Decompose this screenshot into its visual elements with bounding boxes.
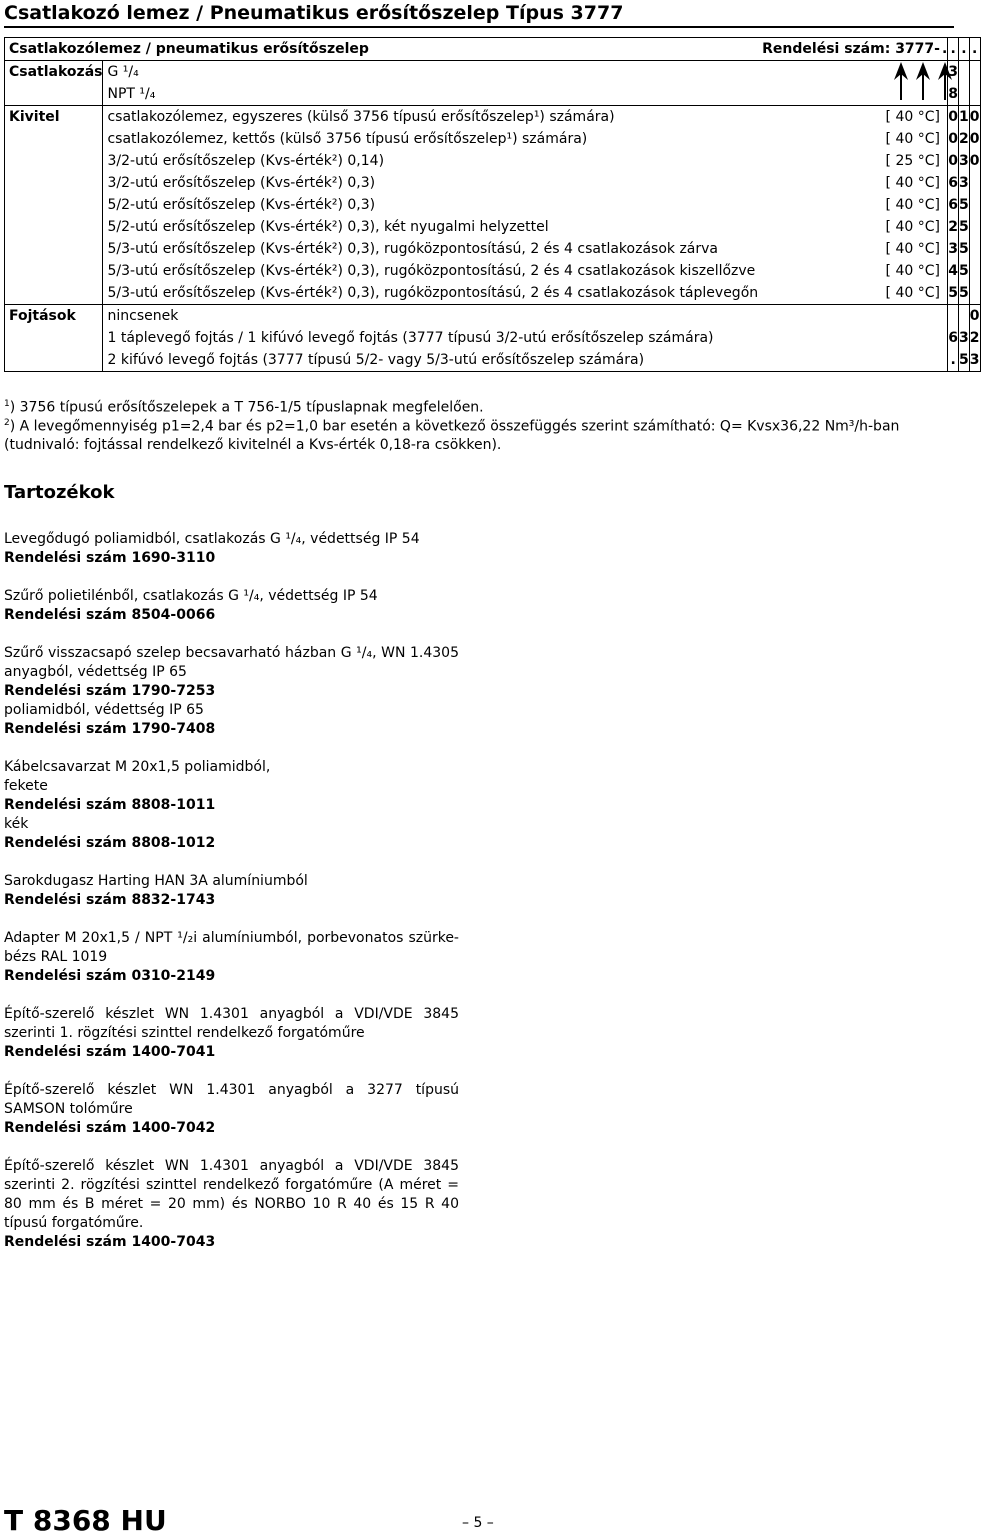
accessory-description: Adapter M 20x1,5 / NPT ¹/₂i alumíniumból, porbevonatos szürke-bézs RAL 1019 (4, 930, 459, 965)
order-code-digit (969, 238, 980, 260)
row-temperature: [ 40 °C] (758, 106, 942, 129)
header-dot: . (969, 38, 980, 61)
order-table-wrap (4, 37, 980, 372)
accessory-description: Kábelcsavarzat M 20x1,5 poliamidból, (4, 759, 271, 775)
version-label: Kivitel (5, 106, 103, 129)
order-number: Rendelési szám 8504-0066 (4, 607, 216, 623)
order-code-digit: 6 (948, 327, 959, 349)
header-left: Csatlakozólemez / pneumatikus erősítőszelep (5, 38, 759, 61)
order-code-digit: 0 (948, 150, 959, 172)
order-code-digit: 5 (959, 282, 970, 305)
accessories-title: Tartozékok (4, 482, 115, 503)
order-code-digit: 5 (959, 349, 970, 372)
order-number: Rendelési szám 1400-7042 (4, 1120, 216, 1136)
order-code-digit (959, 305, 970, 328)
order-code-digit: 5 (948, 282, 959, 305)
accessory-variant: poliamidból, védettség IP 65 (4, 702, 204, 718)
order-code-digit: 6 (948, 172, 959, 194)
row-description: 3/2-utú erősítőszelep (Kvs-érték²) 0,14) (103, 150, 758, 172)
accessory-item (4, 1081, 459, 1138)
accessory-item (4, 1157, 459, 1252)
order-code-digit: 4 (948, 260, 959, 282)
version-label (5, 260, 103, 282)
accessory-description: Építő-szerelő készlet WN 1.4301 anyagból a VDI/VDE 3845 szerinti 2. rögzítési szinttel rendelkező forgatóműre (A méret = 80 mm és B méret = 20 mm) és NORBO 10 R 40 és 15 R 40 típusú forgatóműre. (4, 1158, 459, 1231)
order-code-digit (969, 194, 980, 216)
row-temperature (758, 327, 942, 349)
order-code-digit (969, 216, 980, 238)
order-code-digit: 3 (959, 172, 970, 194)
row-temperature: [ 40 °C] (885, 263, 940, 279)
version-row (5, 128, 981, 150)
row-temperature: [ 40 °C] (885, 285, 940, 301)
footnote-2 (4, 414, 956, 454)
version-label (5, 238, 103, 260)
seal-row (5, 305, 981, 328)
row-description: csatlakozólemez, egyszeres (külső 3756 típusú erősítőszelep¹) számára) (103, 106, 758, 129)
accessory-description: Építő-szerelő készlet WN 1.4301 anyagból a 3277 típusú SAMSON tolóműre (4, 1082, 459, 1117)
order-code-digit: 3 (959, 150, 970, 172)
row-description: 5/2-utú erősítőszelep (Kvs-érték²) 0,3), két nyugalmi helyzettel (103, 216, 758, 238)
version-label (5, 194, 103, 216)
order-code-digit: 2 (969, 327, 980, 349)
order-code-digit (969, 282, 980, 305)
title-rule (4, 26, 954, 28)
order-code-digit: 0 (948, 106, 959, 129)
order-code-digit: 3 (948, 61, 959, 84)
connection-label: Csatlakozás (5, 61, 103, 84)
order-code-digit (969, 172, 980, 194)
order-code-digit: 5 (959, 260, 970, 282)
row-temperature: [ 40 °C] (885, 131, 940, 147)
order-code-digit: 0 (948, 128, 959, 150)
order-code-digit: 0 (969, 128, 980, 150)
order-number: Rendelési szám 1690-3110 (4, 550, 216, 566)
version-row (5, 282, 981, 305)
order-code-digit: 6 (948, 194, 959, 216)
order-code-digit: 8 (948, 83, 959, 106)
order-code-digit: 0 (969, 305, 980, 328)
version-row (5, 172, 981, 194)
up-arrow-icon (938, 62, 952, 100)
footnote-mark: 1 (4, 399, 10, 409)
order-code-digit: 3 (948, 238, 959, 260)
seal-row (5, 327, 981, 349)
accessory-item (4, 587, 459, 625)
order-code-digit: 1 (959, 106, 970, 129)
header-dot: . (948, 38, 959, 61)
row-description: 1 táplevegő fojtás / 1 kifúvó levegő fojtás (3777 típusú 3/2-utú erősítőszelep számára) (103, 327, 758, 349)
page-number: – 5 – (462, 1515, 494, 1531)
row-temperature: [ 40 °C] (885, 241, 940, 257)
footnote-text: ) A levegőmennyiség p1=2,4 bar és p2=1,0 bar esetén a következő összefüggés szerint számítható: Q= Kvsx36,22 Nm³/h-ban (tudnivaló: fojtással rendelkező kivitelnél a Kvs-érték 0,18-ra csökken). (4, 418, 900, 453)
version-label (5, 150, 103, 172)
row-description: 5/2-utú erősítőszelep (Kvs-érték²) 0,3) (103, 194, 758, 216)
footnote-mark: 2 (4, 418, 10, 428)
version-row (5, 194, 981, 216)
order-code-digit: 2 (948, 216, 959, 238)
row-temperature (758, 305, 942, 328)
version-label (5, 128, 103, 150)
order-number: Rendelési szám 1790-7408 (4, 721, 216, 737)
accessory-description: Építő-szerelő készlet WN 1.4301 anyagból a VDI/VDE 3845 szerinti 1. rögzítési szinttel rendelkező forgatóműre (4, 1006, 459, 1041)
order-code-digit (969, 83, 980, 106)
accessory-item (4, 872, 459, 910)
accessory-description: Szűrő polietilénből, csatlakozás G ¹/₄, védettség IP 54 (4, 588, 378, 604)
order-code-digit: 0 (969, 150, 980, 172)
row-description: 2 kifúvó levegő fojtás (3777 típusú 5/2- vagy 5/3-utú erősítőszelep számára) (103, 349, 758, 372)
accessory-item (4, 644, 459, 739)
order-number: Rendelési szám 0310-2149 (4, 968, 216, 984)
order-number: Rendelési szám 8808-1012 (4, 835, 216, 851)
row-temperature: [ 40 °C] (885, 197, 940, 213)
order-table (4, 37, 981, 372)
connection-label (5, 83, 103, 106)
order-number: Rendelési szám 8808-1011 (4, 797, 216, 813)
version-row (5, 260, 981, 282)
order-code-digit: 0 (969, 106, 980, 129)
order-code-digit (969, 61, 980, 84)
order-code-digit: 5 (959, 194, 970, 216)
row-description: 3/2-utú erősítőszelep (Kvs-érték²) 0,3) (103, 172, 758, 194)
row-temperature: [ 25 °C] (885, 153, 940, 169)
version-row (5, 238, 981, 260)
accessory-item (4, 530, 459, 568)
order-code-digit: 5 (959, 238, 970, 260)
up-arrow-icon (894, 62, 908, 100)
row-description: csatlakozólemez, kettős (külső 3756 típusú erősítőszelep¹) számára) (103, 128, 758, 150)
header-right: Rendelési szám: 3777- (758, 38, 942, 61)
order-code-digit (948, 305, 959, 328)
accessory-description: Szűrő visszacsapó szelep becsavarható házban G ¹/₄, WN 1.4305 anyagból, védettség IP 65 (4, 645, 459, 680)
accessory-description: Levegődugó poliamidból, csatlakozás G ¹/₄, védettség IP 54 (4, 531, 420, 547)
row-description: 5/3-utú erősítőszelep (Kvs-érték²) 0,3), rugóközpontosítású, 2 és 4 csatlakozások kiszellőzve (103, 260, 758, 282)
table-header-row (5, 38, 981, 61)
order-code-digit (959, 83, 970, 106)
order-code-digit: 2 (959, 128, 970, 150)
version-row (5, 150, 981, 172)
accessory-variant: kék (4, 816, 29, 832)
order-number: Rendelési szám 8832-1743 (4, 892, 216, 908)
row-description: G ¹/₄ (103, 61, 758, 84)
seal-label (5, 349, 103, 372)
order-number: Rendelési szám 1400-7041 (4, 1044, 216, 1060)
row-description: nincsenek (103, 305, 758, 328)
version-row (5, 216, 981, 238)
connection-row (5, 61, 981, 84)
version-label (5, 172, 103, 194)
footnote-text: ) 3756 típusú erősítőszelepek a T 756-1/5 típuslapnak megfelelően. (9, 399, 484, 416)
order-code-digit (969, 260, 980, 282)
up-arrow-icon (916, 62, 930, 100)
row-temperature: [ 40 °C] (885, 175, 940, 191)
row-temperature: [ 40 °C] (885, 219, 940, 235)
version-label (5, 216, 103, 238)
accessory-description: Sarokdugasz Harting HAN 3A alumíniumból (4, 873, 308, 889)
version-row (5, 106, 981, 129)
row-description: 5/3-utú erősítőszelep (Kvs-érték²) 0,3), rugóközpontosítású, 2 és 4 csatlakozások táplevegőn (103, 282, 758, 305)
order-number: Rendelési szám 1400-7043 (4, 1234, 216, 1250)
seal-label (5, 327, 103, 349)
version-label (5, 282, 103, 305)
order-code-digit: 3 (969, 349, 980, 372)
connection-row (5, 83, 981, 106)
row-description: NPT ¹/₄ (103, 83, 758, 106)
accessory-item (4, 929, 459, 986)
order-code-digit (959, 61, 970, 84)
order-number: Rendelési szám 1790-7253 (4, 683, 216, 699)
row-description: 5/3-utú erősítőszelep (Kvs-érték²) 0,3), rugóközpontosítású, 2 és 4 csatlakozások zárva (103, 238, 758, 260)
order-code-digit: 3 (959, 327, 970, 349)
order-code-digit: . (948, 349, 959, 372)
accessories-list (4, 530, 459, 1271)
seal-label: Fojtások (5, 305, 103, 328)
accessory-description: fekete (4, 778, 48, 794)
order-code-digit: 5 (959, 216, 970, 238)
arrow-icons (892, 60, 954, 100)
accessory-item (4, 758, 459, 853)
doc-id: T 8368 HU (4, 1504, 167, 1537)
accessory-item (4, 1005, 459, 1062)
row-temperature (758, 349, 942, 372)
page-title: Csatlakozó lemez / Pneumatikus erősítőszelep Típus 3777 (4, 2, 624, 24)
header-dot: . (959, 38, 970, 61)
header-dot: . (942, 38, 948, 61)
seal-row (5, 349, 981, 372)
